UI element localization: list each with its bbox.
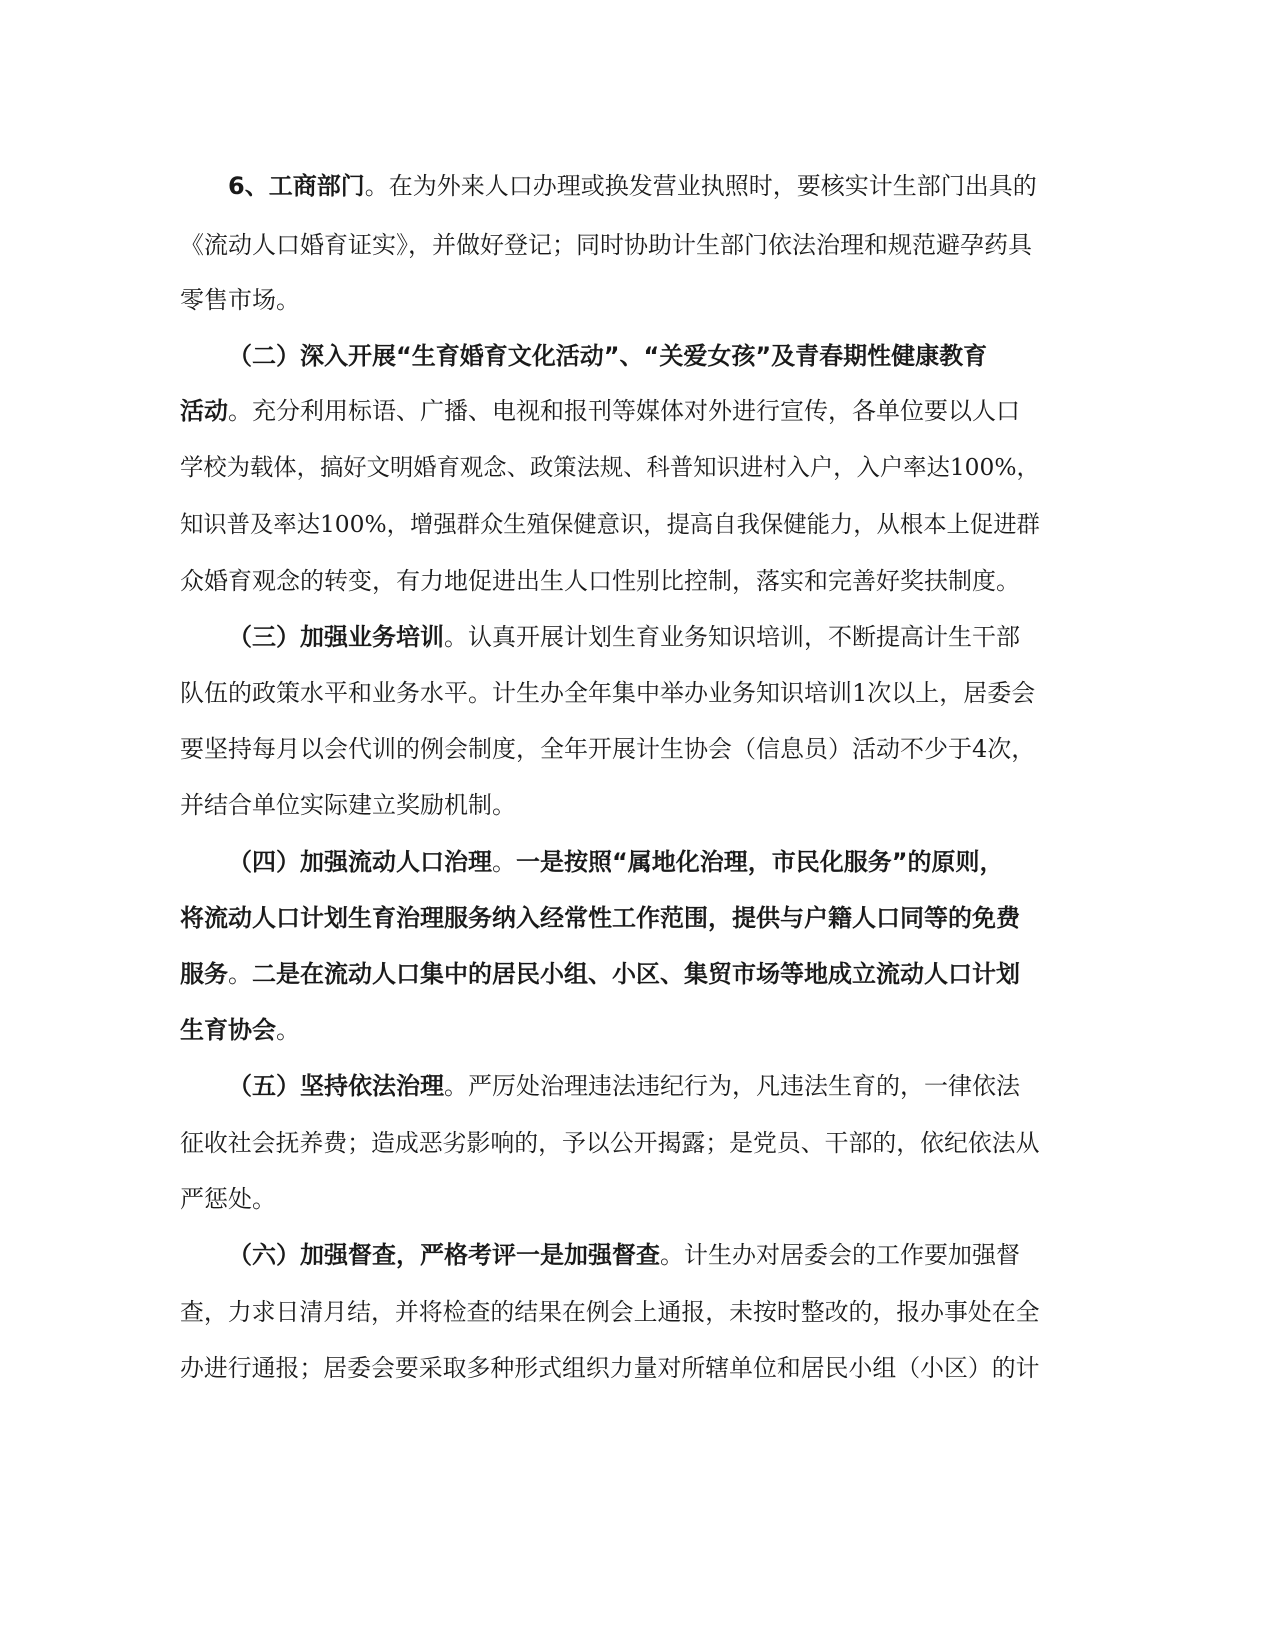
section-4-line-4: 生育协会。 — [180, 1016, 300, 1044]
section-6-line-2: 查，力求日清月结，并将检查的结果在例会上通报，未按时整改的，报办事处在全 — [180, 1298, 1040, 1326]
paragraph-6-line-3: 零售市场。 — [180, 286, 300, 314]
section-6-line-1: （六）加强督查，严格考评一是加强督查。计生办对居委会的工作要加强督 — [228, 1241, 1020, 1269]
paragraph-6-text: 。在为外来人口办理或换发营业执照时，要核实计生部门出具的 — [364, 172, 1037, 200]
section-2-line-2: 活动。充分利用标语、广播、电视和报刊等媒体对外进行宣传，各单位要以人口 — [180, 397, 1020, 425]
section-2-line-3: 学校为载体，搞好文明婚育观念、政策法规、科普知识进村入户，入户率达100%， — [180, 453, 1040, 481]
section-6-heading: （六）加强督查，严格考评一是加强督查 — [228, 1241, 660, 1269]
section-3-line-1: （三）加强业务培训。认真开展计划生育业务知识培训，不断提高计生干部 — [228, 623, 1020, 651]
section-5-line-1: （五）坚持依法治理。严厉处治理违法违纪行为，凡违法生育的，一律依法 — [228, 1072, 1020, 1100]
paragraph-6-heading: 6、工商部门 — [228, 172, 365, 200]
section-4-line-3: 服务。二是在流动人口集中的居民小组、小区、集贸市场等地成立流动人口计划 — [180, 960, 1020, 988]
section-2-line-5: 众婚育观念的转变，有力地促进出生人口性别比控制，落实和完善好奖扶制度。 — [180, 567, 1020, 595]
section-3-line-3: 要坚持每月以会代训的例会制度，全年开展计生协会（信息员）活动不少于4次， — [180, 735, 1036, 763]
section-5-line-3: 严惩处。 — [180, 1185, 276, 1213]
section-3-heading: （三）加强业务培训 — [228, 623, 444, 651]
section-6-line-3: 办进行通报；居委会要采取多种形式组织力量对所辖单位和居民小组（小区）的计 — [180, 1354, 1040, 1382]
section-5-line-2: 征收社会抚养费；造成恶劣影响的，予以公开揭露；是党员、干部的，依纪依法从 — [180, 1129, 1040, 1157]
paragraph-6-line-2: 《流动人口婚育证实》，并做好登记；同时协助计生部门依法治理和规范避孕药具 — [180, 231, 1032, 259]
paragraph-6-line-1 — [0, 171, 1275, 201]
section-3-line-2: 队伍的政策水平和业务水平。计生办全年集中举办业务知识培训1次以上，居委会 — [180, 679, 1036, 707]
section-3-line-4: 并结合单位实际建立奖励机制。 — [180, 791, 516, 819]
section-4-heading: （四）加强流动人口治理 — [228, 848, 492, 876]
section-4-line-2: 将流动人口计划生育治理服务纳入经常性工作范围，提供与户籍人口同等的免费 — [180, 904, 1020, 932]
section-4-line-1: （四）加强流动人口治理。一是按照“属地化治理，市民化服务”的原则， — [228, 848, 1004, 876]
section-2-heading: （二）深入开展“生育婚育文化活动”、“关爱女孩”及青春期性健康教育 — [228, 342, 988, 370]
section-2-line-4: 知识普及率达100%，增强群众生殖保健意识，提高自我保健能力，从根本上促进群 — [180, 510, 1040, 538]
section-5-heading: （五）坚持依法治理 — [228, 1072, 444, 1100]
